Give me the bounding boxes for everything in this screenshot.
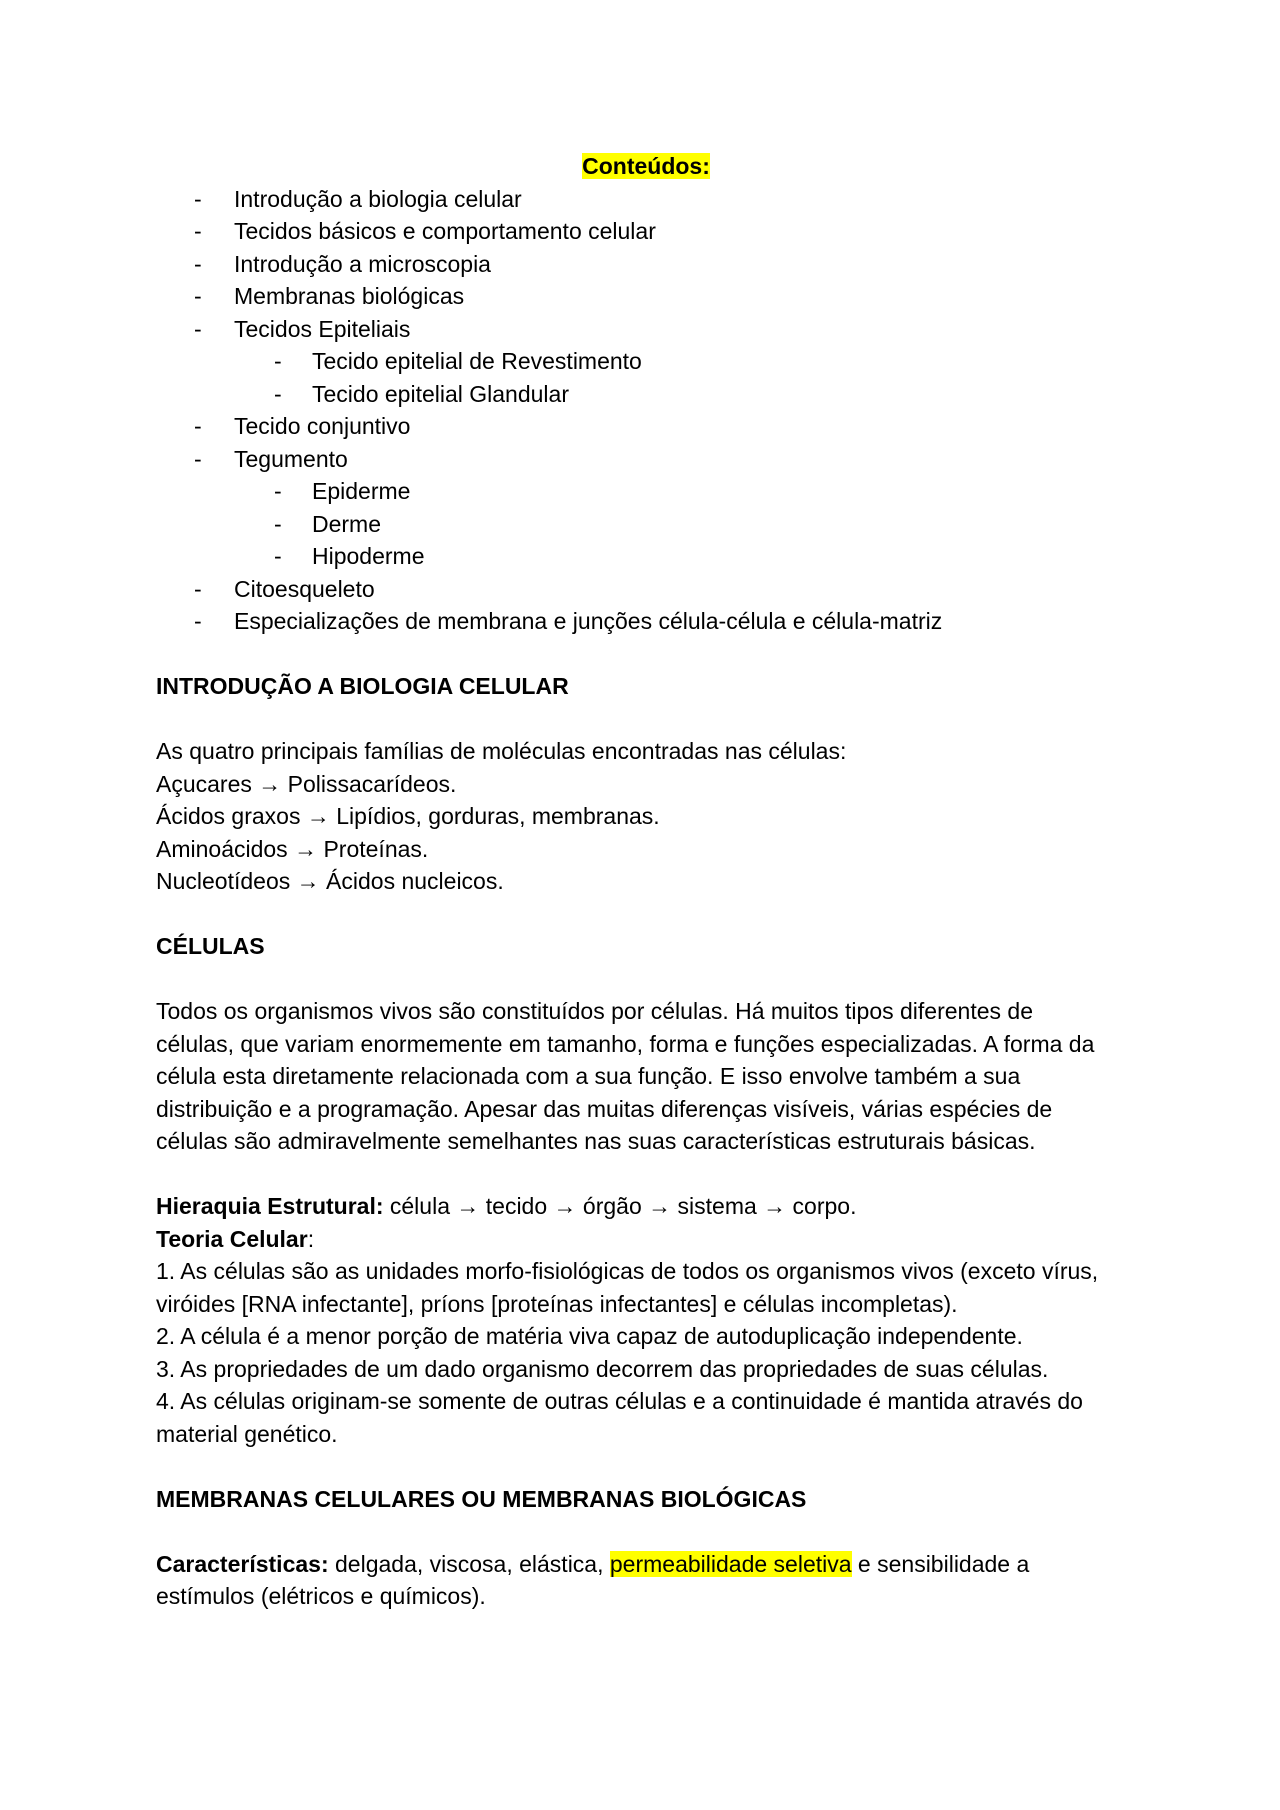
contents-list (156, 410, 1136, 475)
theory-label: Teoria Celular (156, 1225, 308, 1252)
cells-heading: CÉLULAS (156, 933, 265, 959)
intro-line: Nucleotídeos → Ácidos nucleicos. (156, 868, 504, 894)
theory-item: 2. A célula é a menor porção de matéria viva capaz de autoduplicação independente. (156, 1323, 1023, 1349)
contents-sublist (156, 475, 1136, 573)
characteristics-label: Características: (156, 1550, 329, 1577)
theory-item: viróides [RNA infectante], príons [proteínas infectantes] e células incompletas). (156, 1290, 958, 1317)
membranes-characteristics-line2: estímulos (elétricos e químicos). (156, 1583, 486, 1609)
intro-line: As quatro principais famílias de moléculas encontradas nas células: (156, 738, 847, 764)
list-item: - Tecidos básicos e comportamento celular (194, 218, 656, 244)
membranes-heading: MEMBRANAS CELULARES OU MEMBRANAS BIOLÓGICAS (156, 1485, 807, 1512)
contents-sublist (156, 345, 1136, 410)
theory-line: Teoria Celular: (156, 1225, 315, 1252)
hierarchy-line (156, 1190, 1136, 1223)
theory-item: 1. As células são as unidades morfo-fisiológicas de todos os organismos vivos (exceto vírus, (156, 1258, 1099, 1284)
cells-paragraph-line: célula esta diretamente relacionada com a sua função. E isso envolve também a sua (156, 1063, 1021, 1089)
list-item: - Membranas biológicas (194, 283, 465, 309)
contents-list (156, 573, 1136, 638)
list-item: - Introdução a microscopia (194, 250, 491, 277)
cells-paragraph-line: distribuição e a programação. Apesar das muitas diferenças visíveis, várias espécies de (156, 1095, 1053, 1122)
hierarchy-text: célula → tecido → órgão → sistema → corpo. (383, 1193, 857, 1219)
contents-title: Conteúdos: (582, 153, 710, 179)
cells-paragraph-line: células são admiravelmente semelhantes nas suas características estruturais básicas. (156, 1128, 1036, 1154)
cells-paragraph-line: células, que variam enormemente em tamanho, forma e funções especializadas. A forma da (156, 1030, 1095, 1057)
intro-line: Ácidos graxos → Lipídios, gorduras, membranas. (156, 803, 660, 829)
theory-item: 4. As células originam-se somente de outras células e a continuidade é mantida através do (156, 1388, 1083, 1414)
theory-item: 3. As propriedades de um dado organismo decorrem das propriedades de suas células. (156, 1355, 1049, 1382)
document-page (156, 150, 1136, 1613)
membranes-characteristics: Características: delgada, viscosa, elástica, permeabilidade seletiva e sensibilidade a (156, 1550, 1030, 1577)
list-item: - Tecidos Epiteliais (194, 315, 411, 342)
list-item: - Especializações de membrana e junções célula-célula e célula-matriz (194, 608, 943, 634)
contents-title-row (156, 150, 1136, 183)
list-item: - Derme (274, 510, 382, 537)
intro-line: Aminoácidos → Proteínas. (156, 835, 429, 862)
theory-item: material genético. (156, 1420, 338, 1447)
hierarchy-label: Hieraquia Estrutural: (156, 1193, 384, 1219)
list-item: - Tecido conjuntivo (194, 413, 411, 439)
list-item: - Tecido epitelial Glandular (274, 380, 569, 407)
cells-paragraph-line: Todos os organismos vivos são constituídos por células. Há muitos tipos diferentes de (156, 998, 1033, 1024)
intro-heading: INTRODUÇÃO A BIOLOGIA CELULAR (156, 673, 569, 699)
intro-line: Açucares → Polissacarídeos. (156, 770, 457, 797)
contents-list (156, 183, 1136, 346)
list-item: - Citoesqueleto (194, 575, 375, 602)
highlighted-term: permeabilidade seletiva (609, 1550, 852, 1577)
list-item: - Tegumento (194, 445, 348, 472)
list-item: - Introdução a biologia celular (194, 185, 522, 212)
list-item: - Epiderme (274, 478, 411, 504)
list-item: - Tecido epitelial de Revestimento (274, 348, 642, 374)
list-item: - Hipoderme (274, 543, 425, 569)
